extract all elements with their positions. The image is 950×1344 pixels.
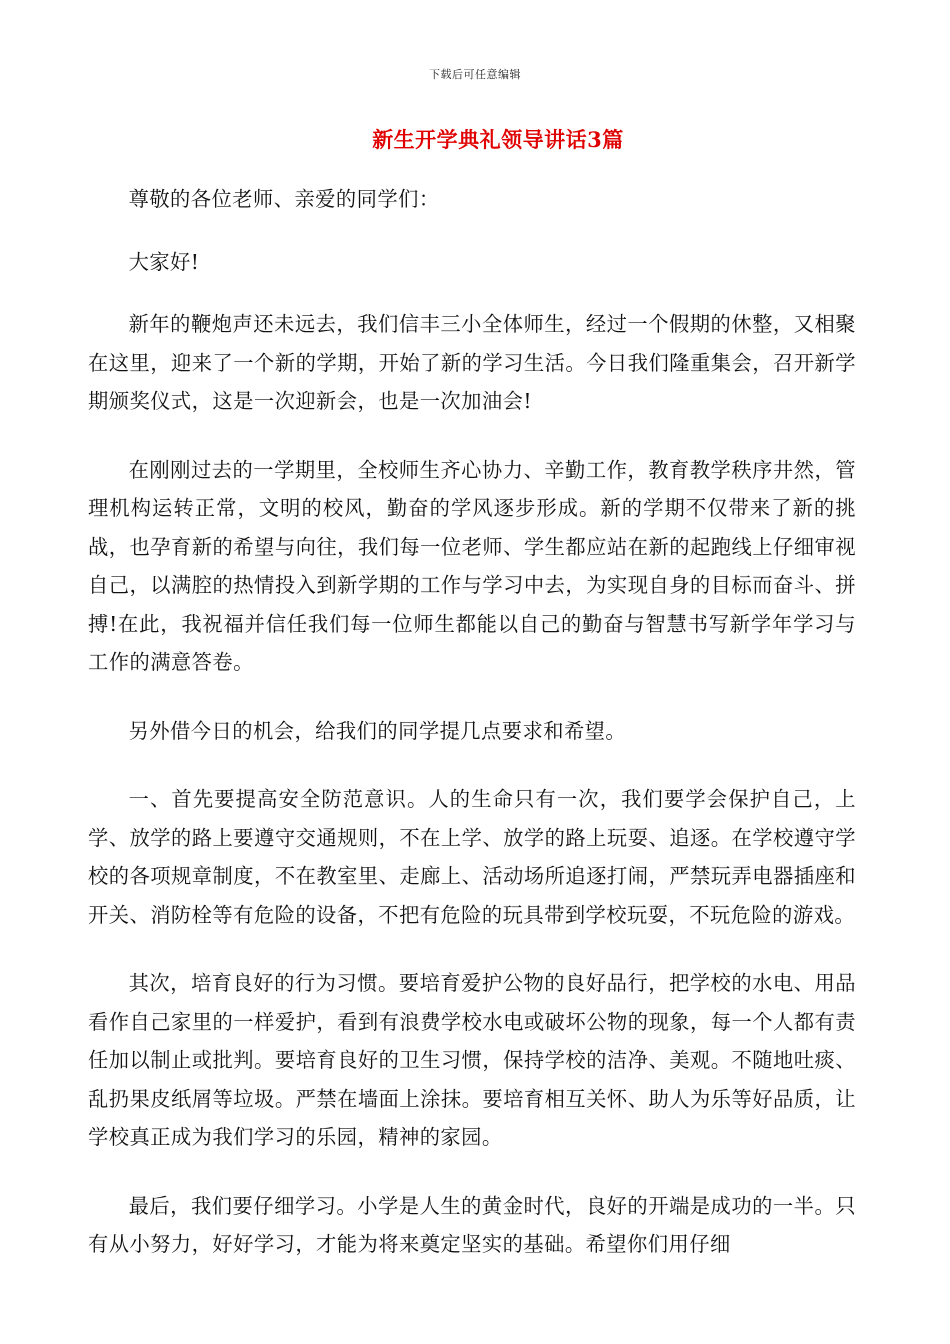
body-paragraph: 一、首先要提高安全防范意识。人的生命只有一次，我们要学会保护自己，上学、放学的路上要遵守交通规则，不在上学、放学的路上玩耍、追逐。在学校遵守学校的各项规章制度，不在教室里、走廊上、活动场所追逐打闹，严禁玩弄电器插座和开关、消防栓等有危险的设备，不把有危险的玩具带到学校玩耍，不玩危险的游戏。	[88, 787, 856, 927]
document-title: 新生开学典礼领导讲话3篇	[372, 127, 624, 152]
body-paragraph: 其次，培育良好的行为习惯。要培育爱护公物的良好品行，把学校的水电、用品看作自己家里的一样爱护，看到有浪费学校水电或破坏公物的现象，每一个人都有责任加以制止或批判。要培育良好的卫生习惯，保持学校的洁净、美观。不随地吐痰、乱扔果皮纸屑等垃圾。严禁在墙面上涂抹。要培育相互关怀、助人为乐等好品质，让学校真正成为我们学习的乐园，精神的家园。	[88, 971, 856, 1149]
greeting-paragraph: 大家好!	[128, 249, 200, 274]
body-paragraph: 另外借今日的机会，给我们的同学提几点要求和希望。	[128, 718, 627, 743]
body-paragraph: 在刚刚过去的一学期里，全校师生齐心协力、辛勤工作，教育教学秩序井然，管理机构运转正常，文明的校风，勤奋的学风逐步形成。新的学期不仅带来了新的挑战，也孕育新的希望与向往，我们每一位老师、学生都应站在新的起跑线上仔细审视自己，以满腔的热情投入到新学期的工作与学习中去，为实现自身的目标而奋斗、拼搏!在此，我祝福并信任我们每一位师生都能以自己的勤奋与智慧书写新学年学习与工作的满意答卷。	[88, 457, 856, 674]
salutation-paragraph: 尊敬的各位老师、亲爱的同学们：	[128, 187, 440, 211]
header-note: 下载后可任意编辑	[429, 68, 521, 81]
body-paragraph: 新年的鞭炮声还未远去，我们信丰三小全体师生，经过一个假期的休整，又相聚在这里，迎来了一个新的学期，开始了新的学习生活。今日我们隆重集会，召开新学期颁奖仪式，这是一次迎新会，也是一次加油会!	[88, 312, 856, 413]
body-paragraph: 最后，我们要仔细学习。小学是人生的黄金时代，良好的开端是成功的一半。只有从小努力，好好学习，才能为将来奠定坚实的基础。希望你们用仔细	[88, 1193, 856, 1256]
document-body	[88, 180, 856, 1294]
